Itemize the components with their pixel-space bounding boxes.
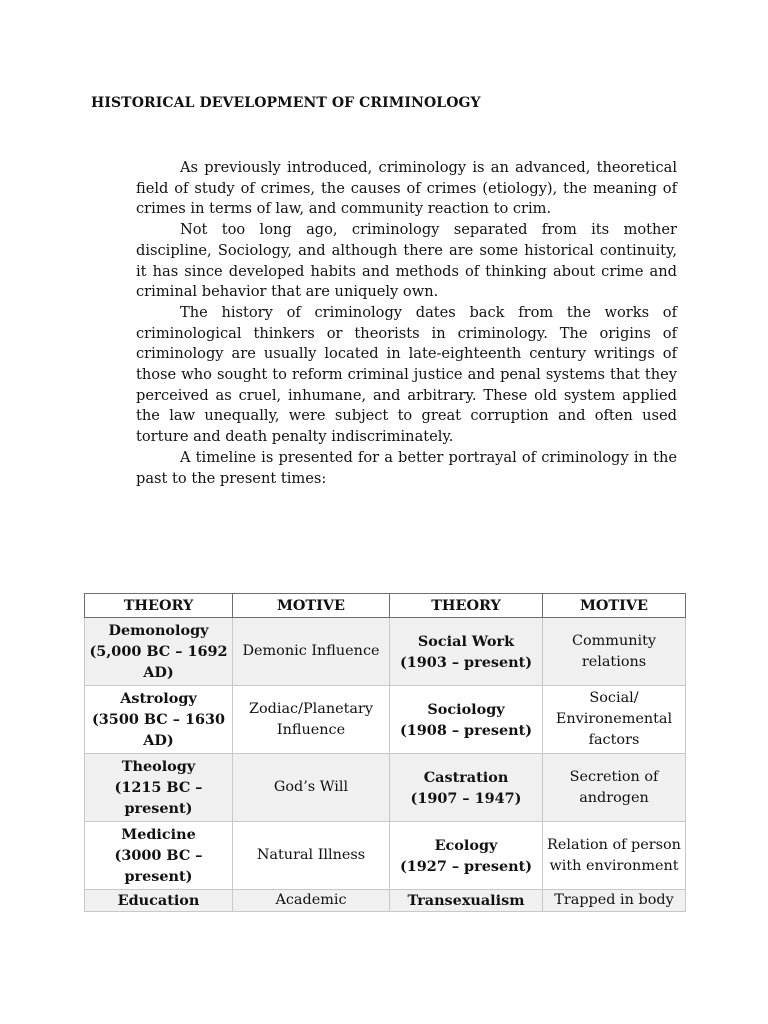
theory-period: (1215 BC – present) xyxy=(114,779,203,817)
theory-name: Demonology xyxy=(108,622,209,639)
theory-cell xyxy=(85,754,233,822)
theory-name: Astrology xyxy=(120,690,197,707)
motive-cell: Community relations xyxy=(543,618,686,686)
theory-cell xyxy=(390,618,543,686)
column-header: THEORY xyxy=(85,594,233,618)
theory-cell xyxy=(390,890,543,912)
motive-cell: Relation of person with environment xyxy=(543,822,686,890)
table-row xyxy=(85,822,686,890)
theory-cell xyxy=(85,618,233,686)
table-row xyxy=(85,890,686,912)
page-title: HISTORICAL DEVELOPMENT OF CRIMINOLOGY xyxy=(91,95,481,111)
theory-period: (1903 – present) xyxy=(399,653,533,671)
table-header-row xyxy=(85,594,686,618)
motive-cell: God’s Will xyxy=(233,754,390,822)
theory-cell xyxy=(85,822,233,890)
theory-name: Sociology xyxy=(427,700,505,718)
theory-name: Theology xyxy=(121,758,196,775)
paragraph: The history of criminology dates back from the works of criminological thinkers or theorists in criminology. The origins of criminology are usually located in late-eighteenth century writings of those who sought to reform criminal justice and penal systems that they perceived as cruel, inhumane, and arbitrary. These old system applied the law unequally, were subject to great corruption and often used torture and death penalty indiscriminately. xyxy=(136,303,677,446)
paragraph: Not too long ago, criminology separated from its mother discipline, Sociology, and although there are some historical continuity, it has since developed habits and methods of thinking about crime and criminal behavior that are uniquely own. xyxy=(136,221,677,301)
theory-cell xyxy=(390,822,543,890)
theory-cell xyxy=(390,686,543,754)
motive-cell: Social/ Environemental factors xyxy=(543,686,686,754)
theory-period: (5,000 BC – 1692 AD) xyxy=(89,643,228,681)
column-header: MOTIVE xyxy=(543,594,686,618)
theory-period: (3000 BC – present) xyxy=(114,847,203,885)
theory-name: Castration xyxy=(423,768,509,786)
theory-name: Transexualism xyxy=(407,892,525,909)
theory-period: (1907 – 1947) xyxy=(410,789,522,807)
theory-name: Ecology xyxy=(434,836,498,854)
criminology-timeline-table xyxy=(84,593,686,912)
table-row xyxy=(85,686,686,754)
column-header: THEORY xyxy=(390,594,543,618)
motive-cell: Natural Illness xyxy=(233,822,390,890)
theory-period: (1927 – present) xyxy=(399,857,533,875)
table-row xyxy=(85,754,686,822)
theory-name: Medicine xyxy=(121,826,196,843)
motive-cell: Secretion of androgen xyxy=(543,754,686,822)
theory-period: (1908 – present) xyxy=(399,721,533,739)
theory-cell xyxy=(85,890,233,912)
motive-cell: Trapped in body xyxy=(543,890,686,912)
motive-cell: Zodiac/Planetary Influence xyxy=(233,686,390,754)
paragraph: A timeline is presented for a better portrayal of criminology in the past to the present times: xyxy=(136,448,677,487)
theory-name: Education xyxy=(117,892,200,909)
theory-name: Social Work xyxy=(417,632,515,650)
theory-period: (3500 BC – 1630 AD) xyxy=(91,711,226,749)
theory-cell xyxy=(85,686,233,754)
body-text xyxy=(136,158,677,489)
table-row xyxy=(85,618,686,686)
column-header: MOTIVE xyxy=(233,594,390,618)
motive-cell: Academic xyxy=(233,890,390,912)
motive-cell: Demonic Influence xyxy=(233,618,390,686)
theory-cell xyxy=(390,754,543,822)
paragraph: As previously introduced, criminology is an advanced, theoretical field of study of crimes, the causes of crimes (etiology), the meaning of crimes in terms of law, and community reaction to crim. xyxy=(136,159,677,218)
